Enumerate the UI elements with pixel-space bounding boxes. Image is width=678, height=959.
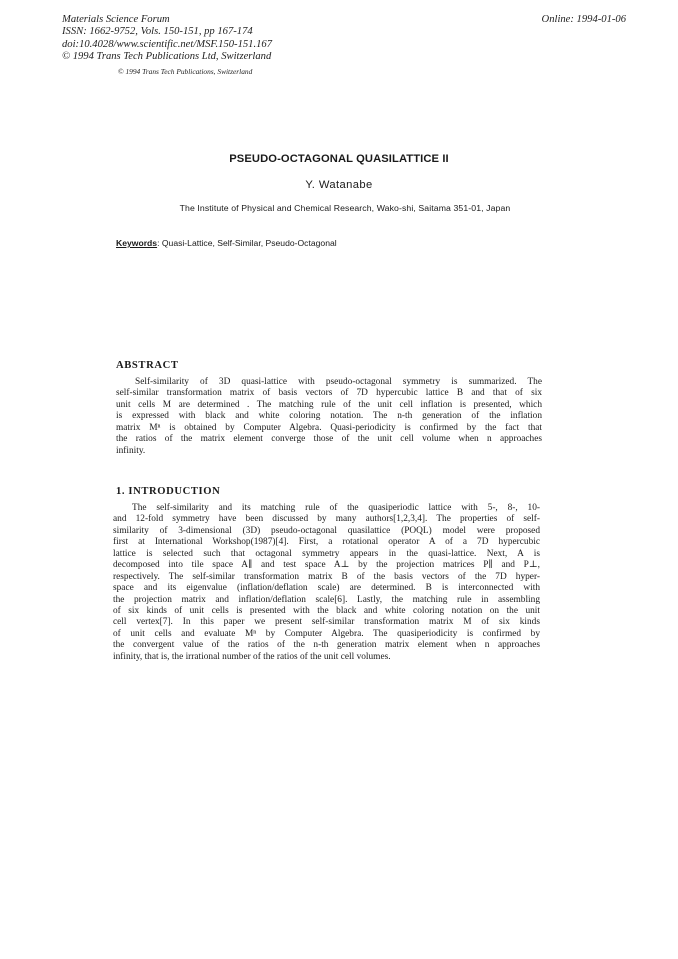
intro-line: respectively. The self-similar transformation matrix B of the basis vectors of the 7D hyper- [113, 571, 540, 582]
intro-line: the projection matrix and inflation/deflation scale[6]. Lastly, the matching rule in assembling [113, 594, 540, 605]
abstract-line: matrix Mⁿ is obtained by Computer Algebra. Quasi-periodicity is confirmed by the fact that [116, 422, 542, 433]
issn-line: ISSN: 1662-9752, Vols. 150-151, pp 167-174 [62, 26, 253, 38]
online-date: Online: 1994-01-06 [541, 14, 626, 25]
copyright-line: © 1994 Trans Tech Publications Ltd, Switzerland [62, 51, 272, 63]
paper-title: PSEUDO-OCTAGONAL QUASILATTICE II [229, 153, 449, 165]
publication-header [62, 14, 422, 64]
paper-author: Y. Watanabe [305, 179, 373, 191]
abstract-line: the ratios of the matrix element converge those of the unit cell volume when n approaches [116, 434, 542, 445]
intro-line: infinity, that is, the irrational number of the ratios of the unit cell volumes. [113, 651, 391, 662]
intro-line: of six kinds of unit cells is presented with the black and white coloring notation on the unit [113, 605, 540, 616]
journal-name: Materials Science Forum [62, 14, 170, 25]
keywords-label: Keywords [116, 238, 158, 248]
introduction-heading: 1. INTRODUCTION [116, 486, 221, 497]
intro-line: first at International Workshop(1987)[4]. First, a rotational operator A of a 7D hypercubic [113, 537, 540, 548]
intro-line: The self-similarity and its matching rule of the quasiperiodic lattice with 5-, 8-, 10- [132, 503, 540, 513]
intro-line: of unit cells and evaluate Mⁿ by Computer Algebra. The quasiperiodicity is confirmed by [113, 628, 540, 639]
abstract-line: is expressed with black and white coloring notation. The n-th generation of the inflation [116, 411, 542, 422]
intro-line: cell vertex[7]. In this paper we present self-similar transformation matrix M of six kinds [113, 617, 540, 628]
paper-affiliation: The Institute of Physical and Chemical Research, Wako-shi, Saitama 351-01, Japan [179, 203, 511, 213]
abstract-line: Self-similarity of 3D quasi-lattice with pseudo-octagonal symmetry is summarized. The [135, 377, 542, 387]
intro-line: similarity of 3-dimensional (3D) pseudo-octagonal quasilattice (POQL) model were proposed [113, 525, 540, 536]
abstract-heading: ABSTRACT [116, 360, 179, 371]
abstract-line: self-similar transformation matrix of basis vectors of 7D hypercubic lattice B and that of six [116, 388, 542, 399]
intro-line: space and its eigenvalue (inflation/deflation scale) are determined. B is interconnected with [113, 583, 540, 594]
abstract-body [116, 377, 542, 457]
keywords-text: : Quasi-Lattice, Self-Similar, Pseudo-Octagonal [157, 238, 337, 248]
abstract-line: unit cells M are determined . The matching rule of the unit cell inflation is presented, which [116, 399, 542, 410]
intro-line: lattice is selected such that octagonal symmetry appears in the quasi-lattice. Next, A is [113, 548, 540, 559]
copyright-small: © 1994 Trans Tech Publications, Switzerland [118, 67, 253, 76]
introduction-body [113, 503, 540, 663]
intro-line: and 12-fold symmetry have been discussed by many authors[1,2,3,4]. The properties of self- [113, 514, 540, 525]
doi-line[interactable]: doi:10.4028/www.scientific.net/MSF.150-151.167 [62, 38, 272, 50]
intro-line: the convergent value of the ratios of the n-th generation matrix element when n approaches [113, 640, 540, 651]
keywords [116, 238, 337, 248]
intro-line: decomposed into tile space A∥ and test space A⊥ by the projection matrices P∥ and P⊥, [113, 560, 540, 571]
abstract-line: infinity. [116, 445, 146, 456]
